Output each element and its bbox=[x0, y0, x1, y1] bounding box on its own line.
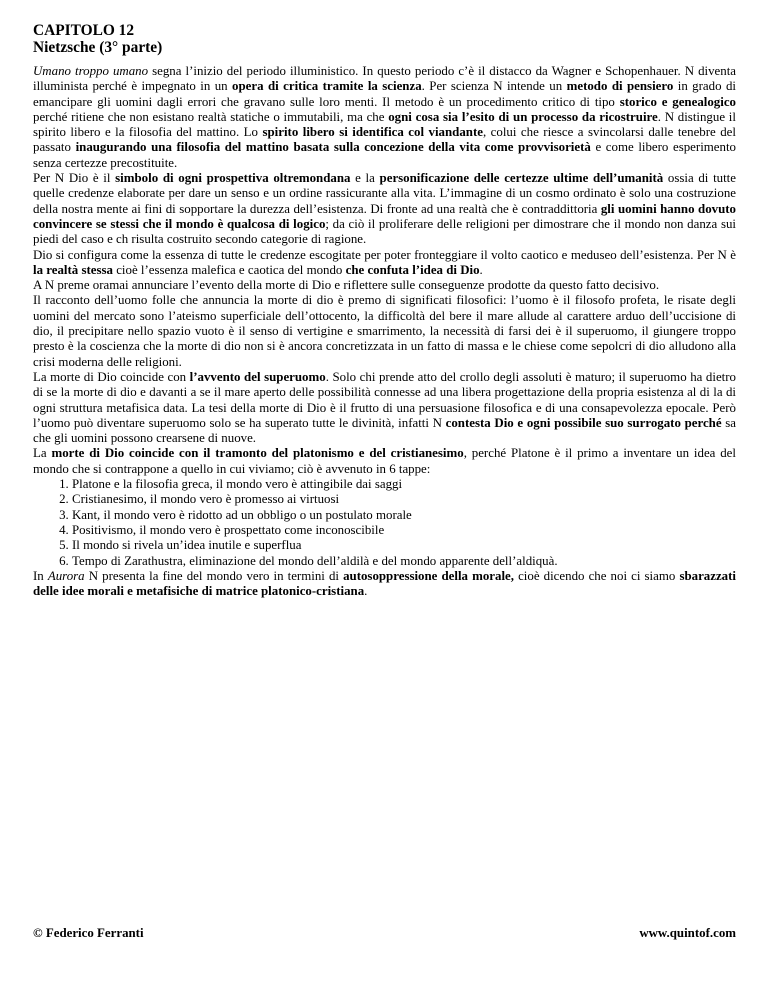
bold-text: storico e genealogico bbox=[619, 94, 736, 109]
stage-item: 6. Tempo di Zarathustra, eliminazione del mondo dell’aldilà e del mondo apparente dell’aldiquà. bbox=[72, 554, 736, 569]
bold-text: contesta Dio e ogni possibile suo surrogato perché bbox=[445, 415, 722, 430]
text-run: In bbox=[33, 568, 48, 583]
bold-text: morte di Dio coincide con il tramonto del platonismo e del cristianesimo bbox=[51, 446, 464, 461]
paragraph bbox=[33, 293, 736, 369]
stages-list bbox=[33, 477, 736, 569]
bold-text: opera di critica tramite la scienza bbox=[232, 79, 422, 94]
footer-copyright: © Federico Ferranti bbox=[33, 926, 144, 940]
text-run: La morte di Dio coincide con bbox=[33, 369, 190, 384]
bold-text: la realtà stessa bbox=[33, 262, 113, 277]
stage-item: 5. Il mondo si rivela un’idea inutile e superflua bbox=[72, 538, 736, 553]
bold-text: l’avvento del superuomo bbox=[189, 369, 326, 384]
text-run: N presenta la fine del mondo vero in termini di bbox=[84, 568, 344, 583]
paragraph bbox=[33, 171, 736, 247]
bold-text: sbarazzati delle idee morali e metafisiche di matrice platonico-cristiana bbox=[33, 568, 736, 599]
paragraph bbox=[33, 446, 736, 477]
text-run: perché ritiene che non esistano realtà statiche o immutabili, ma che bbox=[33, 109, 389, 124]
text-run: sa che gli uomini possono crearsene di nuove. bbox=[33, 415, 736, 446]
bold-text: ogni cosa sia l’esito di un processo da ricostruire bbox=[388, 109, 658, 124]
paragraph bbox=[33, 278, 736, 293]
text-run: A N preme oramai annunciare l’evento della morte di Dio e riflettere sulle conseguenze prodotte da questo fatto decisivo. bbox=[33, 278, 660, 293]
paragraph bbox=[33, 370, 736, 446]
chapter-subtitle: Nietzsche (3° parte) bbox=[33, 39, 163, 56]
text-run: . N distingue il spirito libero e la filosofia del mattino. Lo bbox=[33, 109, 736, 140]
bold-text: che confuta l’idea di Dio bbox=[345, 262, 480, 277]
footer-website[interactable]: www.quintof.com bbox=[639, 926, 736, 940]
text-run: cioè dicendo che noi ci siamo bbox=[513, 568, 680, 583]
body-text bbox=[33, 64, 736, 599]
page-footer bbox=[33, 926, 736, 941]
text-run: cioè l’essenza malefica e caotica del mondo bbox=[112, 262, 346, 277]
stage-item: 3. Kant, il mondo vero è ridotto ad un obbligo o un postulato morale bbox=[72, 508, 736, 523]
stage-item: 1. Platone e la filosofia greca, il mondo vero è attingibile dai saggi bbox=[72, 477, 736, 492]
text-run: La bbox=[33, 446, 52, 461]
text-run: . bbox=[479, 262, 483, 277]
stage-item: 4. Positivismo, il mondo vero è prospettato come inconoscibile bbox=[72, 523, 736, 538]
bold-text: simbolo di ogni prospettiva oltremondana bbox=[115, 171, 351, 186]
text-run: ossia di tutte quelle credenze elaborate per dare un senso e un ordine rassicurante alla vita. L’immagine di un cosmo ordinato è solo una costruzione della nostra mente ai fini di sopportare la durezza dell’esistenza. Di fronte ad una realtà che è contraddittoria bbox=[33, 171, 736, 216]
text-run: , perché Platone è il primo a inventare un idea del mondo che si contrappone a quello in cui viviamo; ciò è avvenuto in 6 tappe: bbox=[33, 446, 736, 476]
text-run: . Per scienza N intende un bbox=[421, 79, 567, 94]
text-run: in grado di emancipare gli uomini dagli errori che gravano sulle loro menti. Il metodo è un procedimento critico di tipo bbox=[33, 79, 736, 109]
text-run: ; da ciò il proliferare delle religioni per dimostrare che il mondo non danza sui piedi del caso e ch risulta costruito secondo categorie di ragione. bbox=[33, 216, 736, 247]
italic-title: Umano troppo umano bbox=[33, 64, 149, 78]
paragraph bbox=[33, 248, 736, 279]
paragraph bbox=[33, 64, 736, 171]
paragraphs bbox=[33, 64, 736, 477]
bold-text: gli uomini hanno dovuto convincere se stessi che il mondo è qualcosa di logico bbox=[33, 201, 736, 231]
text-run: . bbox=[364, 584, 368, 599]
bold-text: inaugurando una filosofia del mattino basata sulla concezione della vita come provvisorietà bbox=[75, 140, 591, 155]
bold-text: autosoppressione della morale, bbox=[343, 568, 514, 583]
text-run: segna l’inizio del periodo illuministico. In questo periodo c’è il distacco da Wagner e Schopenhauer. N diventa illuminista perché è impegnato in un bbox=[33, 64, 737, 94]
text-run: e come libero esperimento senza certezze precostituite. bbox=[33, 140, 736, 170]
document-page bbox=[33, 22, 736, 599]
text-run: Il racconto dell’uomo folle che annuncia la morte di dio è premo di significati filosofici: l’uomo è il filosofo profeta, le risate degli uomini del mercato sono l’ateismo superficiale dell’ottocento, la difficoltà del bere il mare allude al carattere arduo dell’uccisione di dio, il precipitare nello spazio vuoto è il senso di vertigine e smarrimento, la necessità di farsi dei è il superuomo, il giungere troppo presto è la coscienza che la morte di dio non si è ancora concretizzata in un fatto di massa e le chiese come sepolcri di dio alludono alla crisi moderna delle religioni. bbox=[33, 293, 736, 369]
bold-text: metodo di pensiero bbox=[566, 79, 674, 94]
closing-paragraph bbox=[33, 569, 736, 600]
stage-item: 2. Cristianesimo, il mondo vero è promesso ai virtuosi bbox=[72, 492, 736, 507]
text-run: , colui che riesce a svincolarsi dalle tenebre del passato bbox=[33, 125, 736, 155]
text-run: Per N Dio è il bbox=[33, 171, 116, 186]
chapter-title: CAPITOLO 12 bbox=[33, 22, 135, 39]
text-run: e la bbox=[350, 171, 380, 186]
text-run: . Solo chi prende atto del crollo degli assoluti è maturo; il superuomo ha dietro di se la morte di dio e davanti a se il mare aperto delle possibilità connesse ad una libera progettazione della propria esistenza al di la di ogni struttura metafisica data. La tesi della morte di Dio è il frutto di una persuasione filosofica e di una consapevolezza epocale. Però l’uomo può diventare superuomo solo se ha superato tutte le divinità, infatti N bbox=[33, 369, 736, 430]
bold-text: spirito libero si identifica col viandante bbox=[262, 125, 483, 140]
text-run: Dio si configura come la essenza di tutte le credenze escogitate per poter fronteggiare il volto caotico e meduseo dell’esistenza. Per N è bbox=[33, 247, 736, 262]
italic-title: Aurora bbox=[47, 568, 85, 583]
bold-text: personificazione delle certezze ultime dell’umanità bbox=[379, 171, 664, 186]
